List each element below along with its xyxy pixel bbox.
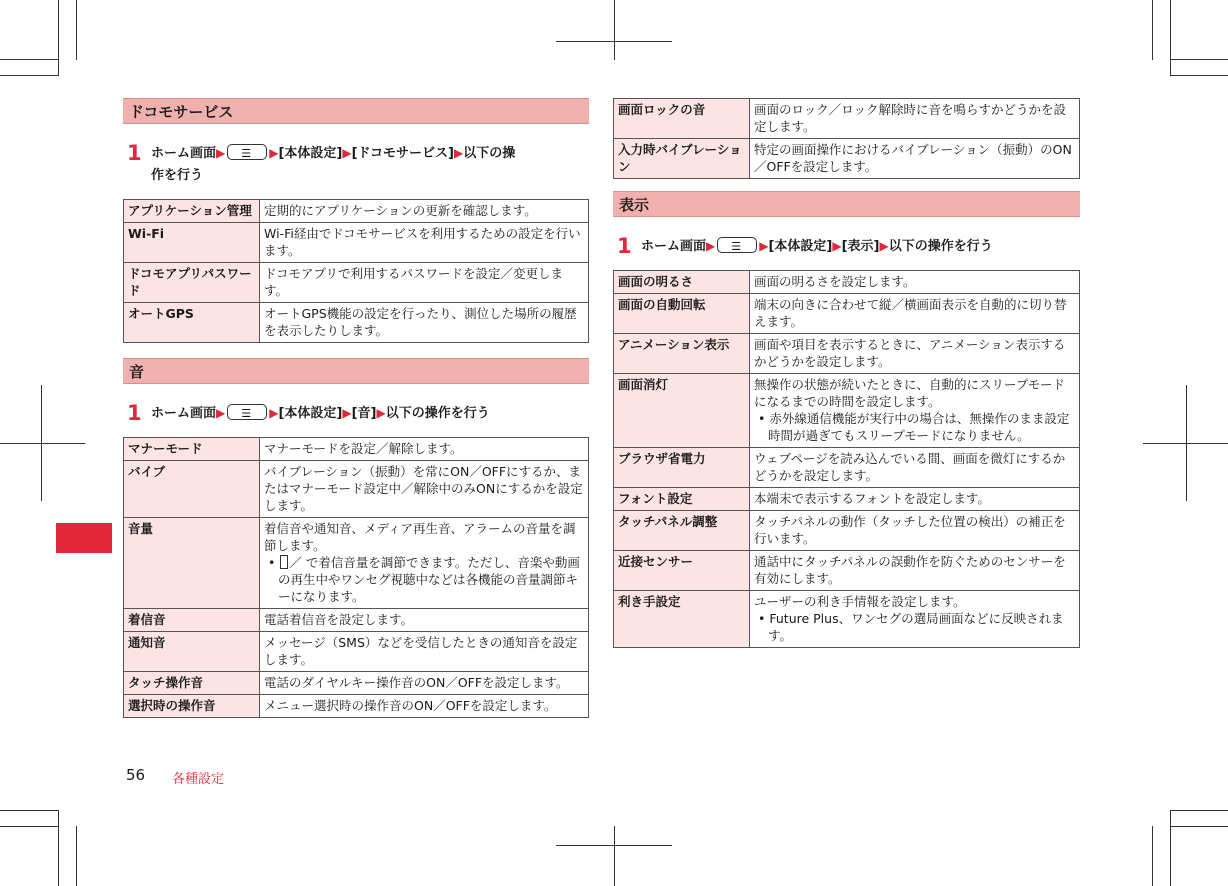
setting-name: 通知音 xyxy=(124,632,260,672)
arrow-icon: ▶ xyxy=(342,406,352,420)
setting-description-text: ユーザーの利き手情報を設定します。 xyxy=(754,594,966,609)
note-bullet: • Future Plus、ワンセグの選局画面などに反映されます。 xyxy=(758,611,1064,643)
page-section-label: 各種設定 xyxy=(172,772,225,787)
note-text: Future Plus、ワンセグの選局画面などに反映されます。 xyxy=(768,611,1064,643)
step-docomo-service: [ドコモサービス] xyxy=(351,146,454,161)
table-row xyxy=(124,518,589,609)
setting-name: マナーモード xyxy=(124,438,260,461)
table-row xyxy=(124,695,589,718)
note-text: ／ で着信音量を調節できます。ただし、音楽や動画の再生中やワンセグ視聴中などは各機能の音量調節キーになります。 xyxy=(278,555,580,604)
docomo-step xyxy=(123,142,589,187)
docomo-settings-table xyxy=(123,199,589,343)
setting-description: 定期的にアプリケーションの更新を確認します。 xyxy=(260,200,589,223)
setting-name: オートGPS xyxy=(124,303,260,343)
step-sound: [音] xyxy=(351,406,377,421)
step-number: 1 xyxy=(617,234,632,258)
setting-name: 着信音 xyxy=(124,609,260,632)
table-row xyxy=(614,334,1080,374)
table-row xyxy=(614,551,1080,591)
table-row xyxy=(614,591,1080,648)
setting-description-text: 無操作の状態が続いたときに、自動的にスリープモードになるまでの時間を設定します。 xyxy=(754,377,1065,409)
step-display: [表示] xyxy=(841,239,880,254)
setting-name: アニメーション表示 xyxy=(614,334,750,374)
sound-settings-table-cont xyxy=(613,98,1080,179)
setting-description: 端末の向きに合わせて縦／横画面表示を自動的に切り替えます。 xyxy=(750,294,1080,334)
setting-description: 電話のダイヤルキー操作音のON／OFFを設定します。 xyxy=(260,672,589,695)
left-column xyxy=(123,98,589,718)
note-bullet: • ／ で着信音量を調節できます。ただし、音楽や動画の再生中やワンセグ視聴中などは各機能の音量調節キーになります。 xyxy=(268,555,580,604)
menu-key-icon xyxy=(717,237,757,253)
table-row xyxy=(614,374,1080,448)
setting-description xyxy=(750,591,1080,648)
display-settings-table xyxy=(613,270,1080,648)
step-home-screen: ホーム画面 xyxy=(151,406,217,421)
page-number: 56 xyxy=(126,766,146,784)
setting-name: 画面消灯 xyxy=(614,374,750,448)
setting-name: 画面の自動回転 xyxy=(614,294,750,334)
step-number: 1 xyxy=(127,141,142,165)
setting-name: タッチ操作音 xyxy=(124,672,260,695)
table-row xyxy=(124,438,589,461)
setting-description: 本端末で表示するフォントを設定します。 xyxy=(750,488,1080,511)
setting-name: タッチパネル調整 xyxy=(614,511,750,551)
menu-key-icon xyxy=(227,404,267,420)
setting-description: 通話中にタッチパネルの誤動作を防ぐためのセンサーを有効にします。 xyxy=(750,551,1080,591)
setting-name: 近接センサー xyxy=(614,551,750,591)
setting-description: 画面の明るさを設定します。 xyxy=(750,271,1080,294)
section-index-tab xyxy=(56,523,112,553)
setting-name: 画面ロックの音 xyxy=(614,99,750,139)
arrow-icon: ▶ xyxy=(269,146,279,160)
step-settings: [本体設定] xyxy=(278,406,343,421)
table-row xyxy=(124,461,589,518)
arrow-icon: ▶ xyxy=(453,146,464,160)
step-settings: [本体設定] xyxy=(768,239,833,254)
step-instruction: 以下の操 xyxy=(463,146,516,161)
arrow-icon: ▶ xyxy=(342,146,352,160)
arrow-icon: ▶ xyxy=(216,146,226,160)
setting-description: 電話着信音を設定します。 xyxy=(260,609,589,632)
setting-name: Wi-Fi xyxy=(124,223,260,263)
step-instruction: 以下の操作を行う xyxy=(888,239,993,254)
step-instruction: 以下の操作を行う xyxy=(385,406,490,421)
setting-name: 画面の明るさ xyxy=(614,271,750,294)
setting-name: バイブ xyxy=(124,461,260,518)
setting-description: ウェブページを読み込んでいる間、画面を微灯にするかどうかを設定します。 xyxy=(750,448,1080,488)
docomo-service-heading: ドコモサービス xyxy=(123,98,589,124)
step-settings: [本体設定] xyxy=(278,146,343,161)
setting-description: メニュー選択時の操作音のON／OFFを設定します。 xyxy=(260,695,589,718)
arrow-icon: ▶ xyxy=(216,406,226,420)
step-number: 1 xyxy=(127,401,142,425)
step-instruction-cont: 作を行う xyxy=(151,168,204,183)
table-row xyxy=(614,139,1080,179)
arrow-icon: ▶ xyxy=(269,406,279,420)
setting-description: 画面のロック／ロック解除時に音を鳴らすかどうかを設定します。 xyxy=(750,99,1080,139)
setting-description: オートGPS機能の設定を行ったり、測位した場所の履歴を表示したりします。 xyxy=(260,303,589,343)
note-text: 赤外線通信機能が実行中の場合は、無操作のまま設定時間が過ぎてもスリープモードになりません。 xyxy=(768,411,1070,443)
setting-name: 入力時バイブレーション xyxy=(614,139,750,179)
setting-name: アプリケーション管理 xyxy=(124,200,260,223)
table-row xyxy=(614,488,1080,511)
display-step xyxy=(613,235,1080,258)
setting-name: 利き手設定 xyxy=(614,591,750,648)
table-row xyxy=(614,448,1080,488)
table-row xyxy=(124,200,589,223)
arrow-icon: ▶ xyxy=(879,239,889,253)
sound-heading: 音 xyxy=(123,358,589,384)
setting-description: メッセージ（SMS）などを受信したときの通知音を設定します。 xyxy=(260,632,589,672)
setting-name: ドコモアプリパスワード xyxy=(124,263,260,303)
setting-description: ドコモアプリで利用するパスワードを設定／変更します。 xyxy=(260,263,589,303)
setting-description: 画面や項目を表示するときに、アニメーション表示するかどうかを設定します。 xyxy=(750,334,1080,374)
arrow-icon: ▶ xyxy=(706,239,716,253)
setting-description xyxy=(260,518,589,609)
table-row xyxy=(614,99,1080,139)
setting-name: ブラウザ省電力 xyxy=(614,448,750,488)
setting-description: Wi-Fi経由でドコモサービスを利用するための設定を行います。 xyxy=(260,223,589,263)
note-bullet: • 赤外線通信機能が実行中の場合は、無操作のまま設定時間が過ぎてもスリープモードになりません。 xyxy=(758,411,1070,443)
table-row xyxy=(614,271,1080,294)
display-heading: 表示 xyxy=(613,191,1080,217)
arrow-icon: ▶ xyxy=(832,239,842,253)
step-home-screen: ホーム画面 xyxy=(641,239,707,254)
table-row xyxy=(124,223,589,263)
setting-description xyxy=(750,374,1080,448)
table-row xyxy=(124,632,589,672)
right-column xyxy=(613,98,1080,648)
volume-up-key-icon xyxy=(280,555,288,569)
sound-step xyxy=(123,402,589,425)
arrow-icon: ▶ xyxy=(376,406,386,420)
arrow-icon: ▶ xyxy=(759,239,769,253)
sound-settings-table xyxy=(123,437,589,718)
table-row xyxy=(124,672,589,695)
setting-name: フォント設定 xyxy=(614,488,750,511)
table-row xyxy=(124,263,589,303)
setting-name: 選択時の操作音 xyxy=(124,695,260,718)
step-home-screen: ホーム画面 xyxy=(151,146,217,161)
table-row xyxy=(124,609,589,632)
table-row xyxy=(614,294,1080,334)
menu-key-icon xyxy=(227,144,267,160)
table-row xyxy=(124,303,589,343)
setting-description-text: 着信音や通知音、メディア再生音、アラームの音量を調節します。 xyxy=(264,521,576,553)
setting-description: タッチパネルの動作（タッチした位置の検出）の補正を行います。 xyxy=(750,511,1080,551)
setting-description: マナーモードを設定／解除します。 xyxy=(260,438,589,461)
setting-description: 特定の画面操作におけるバイブレーション（振動）のON／OFFを設定します。 xyxy=(750,139,1080,179)
setting-description: バイブレーション（振動）を常にON／OFFにするか、またはマナーモード設定中／解除中のみONにするかを設定します。 xyxy=(260,461,589,518)
table-row xyxy=(614,511,1080,551)
setting-name: 音量 xyxy=(124,518,260,609)
